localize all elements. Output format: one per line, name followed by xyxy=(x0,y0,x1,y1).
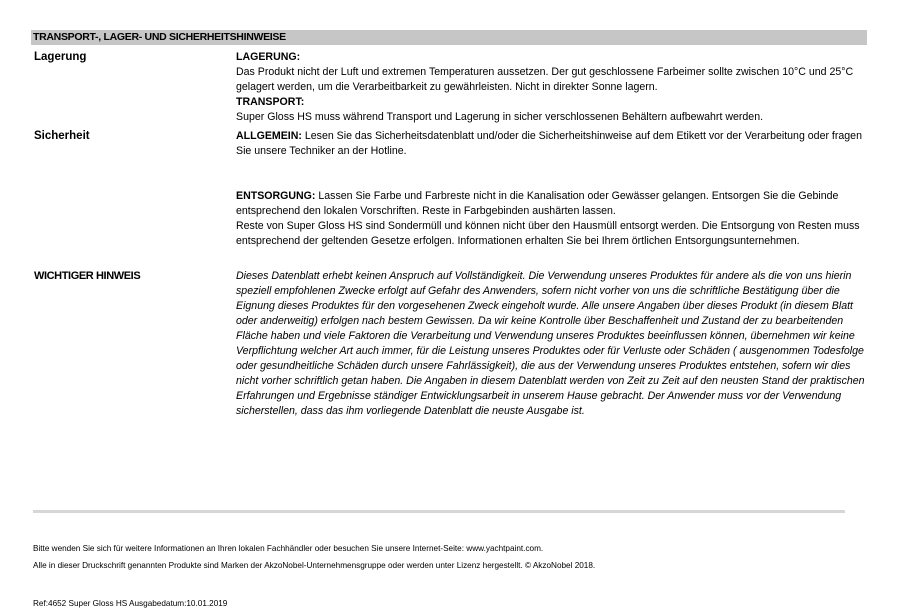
footer-info: Bitte wenden Sie sich für weitere Informationen an Ihren lokalen Fachhändler oder besuchen Sie unsere Internet-Seite: www.yachtpaint.com. xyxy=(33,544,544,553)
transport-text: Super Gloss HS muss während Transport und Lagerung in sicher verschlossenen Behältern aufbewahrt werden. xyxy=(236,111,764,123)
allgemein-text: Lesen Sie das Sicherheitsdatenblatt und/oder die Sicherheitshinweise auf dem Etikett vor der Verarbeitung oder fragen Sie unsere Techniker an der Hotline. xyxy=(236,130,862,157)
footer-divider xyxy=(33,510,845,513)
lagerung-label: Lagerung xyxy=(34,51,87,63)
hinweis-label: WICHTIGER HINWEIS xyxy=(34,270,141,282)
lagerung-text: Das Produkt nicht der Luft und extremen Temperaturen aussetzen. Der gut geschlossene Farbeimer sollte zwischen 10°C und 25°C gelagert werden, um die Verarbeitbarkeit zu gewährleisten. Nicht in direkter Sonne lagern. xyxy=(236,66,854,93)
lagerung-block xyxy=(236,50,868,125)
entsorgung-block xyxy=(236,189,868,249)
section-title: TRANSPORT-, LAGER- UND SICHERHEITSHINWEISE xyxy=(33,31,286,43)
section-header-bar xyxy=(31,30,867,45)
entsorgung-heading: ENTSORGUNG: xyxy=(236,190,316,202)
lagerung-heading: LAGERUNG: xyxy=(236,51,301,63)
footer-reference: Ref:4652 Super Gloss HS Ausgabedatum:10.01.2019 xyxy=(33,599,228,608)
transport-heading: TRANSPORT: xyxy=(236,96,305,108)
allgemein-heading: ALLGEMEIN: xyxy=(236,130,302,142)
sicherheit-label: Sicherheit xyxy=(34,130,90,142)
footer-trademark: Alle in dieser Druckschrift genannten Produkte sind Marken der AkzoNobel-Unternehmensgruppe oder werden unter Lizenz hergestellt. © AkzoNobel 2018. xyxy=(33,561,596,570)
hinweis-text: Dieses Datenblatt erhebt keinen Anspruch auf Vollständigkeit. Die Verwendung unseres Produktes für andere als die von uns hierin speziell empfohlenen Zwecke erfolgt auf Gefahr des Anwenders, sofern nicht vorher von uns die schriftliche Bestätigung über die Eignung dieses Produktes für den vorgesehenen Zweck eingeholt wurde. Alle unsere Angaben über dieses Produkt (in diesem Blatt oder anderweitig) erfolgen nach bestem Gewissen. Da wir keine Kontrolle über Beschaffenheit und Zustand der zu bearbeitenden Fläche haben und viele Faktoren die Verarbeitung und Verwendung unseres Produktes beeinflussen können, übernehmen wir keine Verpflichtung welcher Art auch immer, für die Leistung unseres Produktes oder für Verluste oder Schäden ( ausgenommen Todesfolge oder gesundheitliche Schäden durch unsere Fahrlässigkeit), die aus der Verwendung unseres Produktes entstehen, sofern wir dies nicht vorher schriftlich getan haben. Die Angaben in diesem Datenblatt werden von Zeit zu Zeit auf den neusten Stand der praktischen Erfahrungen und Ergebnisse ständiger Entwicklungsarbeit in unserem Hause gebracht. Der Anwender muss vor der Verwendung sicherstellen, dass das ihm vorliegende Datenblatt die neuste Ausgabe ist. xyxy=(236,270,865,417)
entsorgung-text: Lassen Sie Farbe und Farbreste nicht in die Kanalisation oder Gewässer gelangen. Entsorgen Sie die Gebinde entsprechend den lokalen Vorschriften. Reste in Farbgebinden aushärten lassen. xyxy=(236,190,839,217)
entsorgung-text-2: Reste von Super Gloss HS sind Sondermüll und können nicht über den Hausmüll entsorgt werden. Die Entsorgung von Resten muss entsprechend der geltenden Gesetze erfolgen. Informationen erhalten Sie bei Ihrem örtlichen Entsorgungsunternehmen. xyxy=(236,220,860,247)
allgemein-block xyxy=(236,129,868,159)
